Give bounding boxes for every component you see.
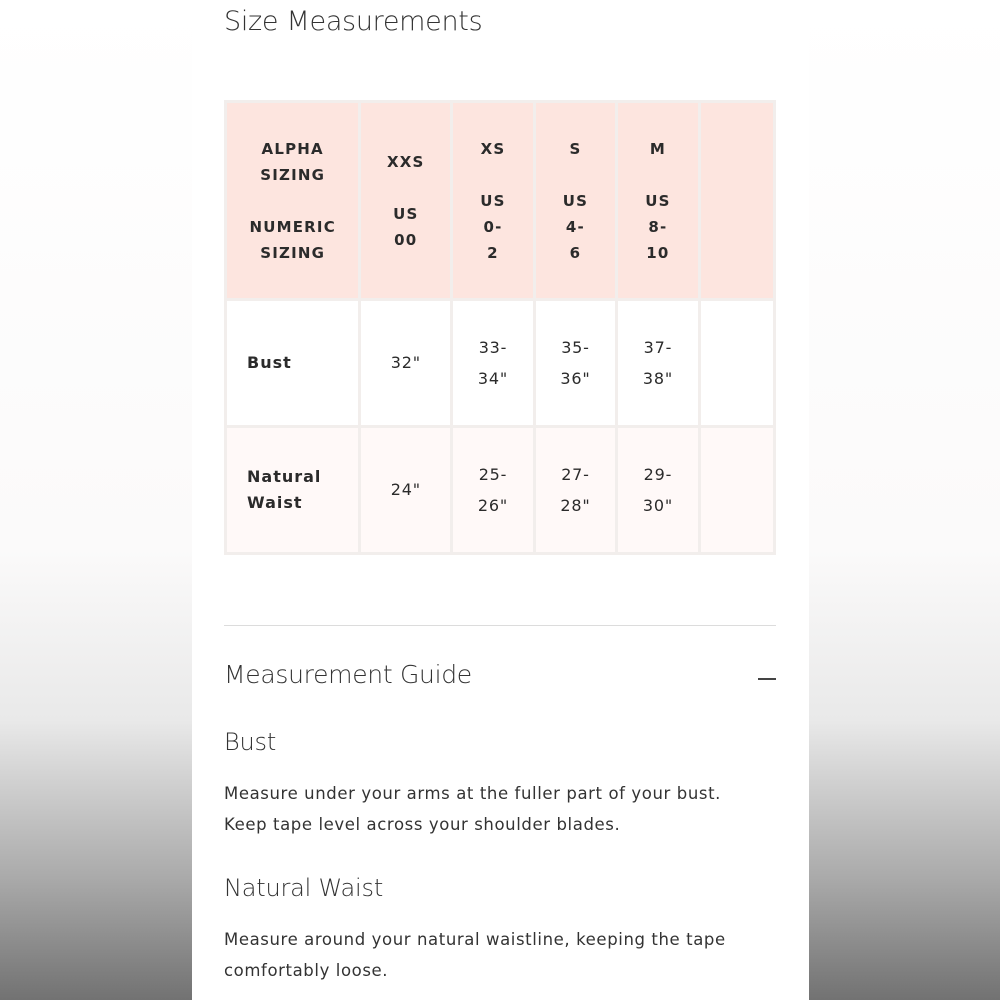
size-chart-table <box>224 100 776 560</box>
table-cell <box>617 427 699 554</box>
cell-line: 29- <box>643 464 673 484</box>
size-alpha: M <box>649 139 667 158</box>
table-cell-overflow <box>699 300 774 427</box>
cell-line: 24" <box>390 480 421 499</box>
measurement-guide-title[interactable]: Measurement Guide <box>224 660 472 689</box>
size-numeric-line: US <box>480 191 506 210</box>
size-numeric-line: US <box>562 191 589 210</box>
natural-waist-section-text <box>224 924 784 986</box>
cell-line: 28" <box>560 495 591 515</box>
header-size-xxs <box>360 102 452 300</box>
cell-line: 30" <box>642 495 673 515</box>
table-cell <box>534 300 616 427</box>
row-label-bust: Bust <box>226 300 360 427</box>
minus-icon[interactable] <box>756 667 778 689</box>
text-line: Measure under your arms at the fuller part of your bust. <box>224 784 721 803</box>
size-alpha: S <box>569 139 582 158</box>
page-title: Size Measurements <box>224 6 483 37</box>
text-line: comfortably loose. <box>224 961 389 980</box>
header-numeric-line-2: SIZING <box>260 243 326 262</box>
cell-line: 34" <box>477 368 509 388</box>
cell-line: 35- <box>561 337 590 357</box>
bust-section-title: Bust <box>224 728 277 756</box>
size-numeric-line: 00 <box>394 230 418 249</box>
header-size-s <box>534 102 616 300</box>
size-alpha: XS <box>480 139 506 158</box>
cell-line: 37- <box>643 337 673 357</box>
table-cell-overflow <box>699 427 774 554</box>
size-numeric-line: 4- <box>565 217 585 236</box>
table-cell <box>617 300 699 427</box>
table-cell <box>452 300 534 427</box>
section-divider <box>224 625 776 626</box>
header-alpha-line-2: SIZING <box>260 165 326 184</box>
size-numeric-line: US <box>393 204 419 223</box>
natural-waist-section-title: Natural Waist <box>224 874 384 902</box>
size-numeric-line: 8- <box>648 217 668 236</box>
header-size-xs <box>452 102 534 300</box>
cell-line: 27- <box>561 464 590 484</box>
header-alpha-line-1: ALPHA <box>261 139 324 158</box>
table-cell <box>360 427 452 554</box>
size-numeric-line: 2 <box>487 243 499 262</box>
cell-line: 36" <box>560 368 591 388</box>
header-size-m <box>617 102 699 300</box>
size-numeric-line: 10 <box>646 243 670 262</box>
table-row-bust <box>226 300 775 427</box>
size-numeric-line: 0- <box>483 217 503 236</box>
table-cell <box>360 300 452 427</box>
text-line: Keep tape level across your shoulder blades. <box>224 815 621 834</box>
row-label-natural-waist <box>226 427 360 554</box>
size-numeric-line: 6 <box>569 243 582 262</box>
table-cell <box>452 427 534 554</box>
cell-line: 33- <box>478 337 508 357</box>
table-header-row <box>226 102 775 300</box>
row-label-line: Waist <box>247 493 303 512</box>
row-label-line: Natural <box>247 467 322 486</box>
size-alpha: XXS <box>387 152 425 171</box>
cell-line: 26" <box>477 495 509 515</box>
header-numeric-line-1: NUMERIC <box>249 217 336 236</box>
bust-section-text <box>224 778 784 840</box>
cell-line: 25- <box>478 464 508 484</box>
table-row-natural-waist <box>226 427 775 554</box>
cell-line: 32" <box>390 353 421 372</box>
table-cell <box>534 427 616 554</box>
header-label-cell <box>226 102 360 300</box>
cell-line: 38" <box>642 368 673 388</box>
text-line: Measure around your natural waistline, keeping the tape <box>224 930 726 949</box>
header-size-overflow <box>699 102 774 300</box>
size-numeric-line: US <box>645 191 671 210</box>
